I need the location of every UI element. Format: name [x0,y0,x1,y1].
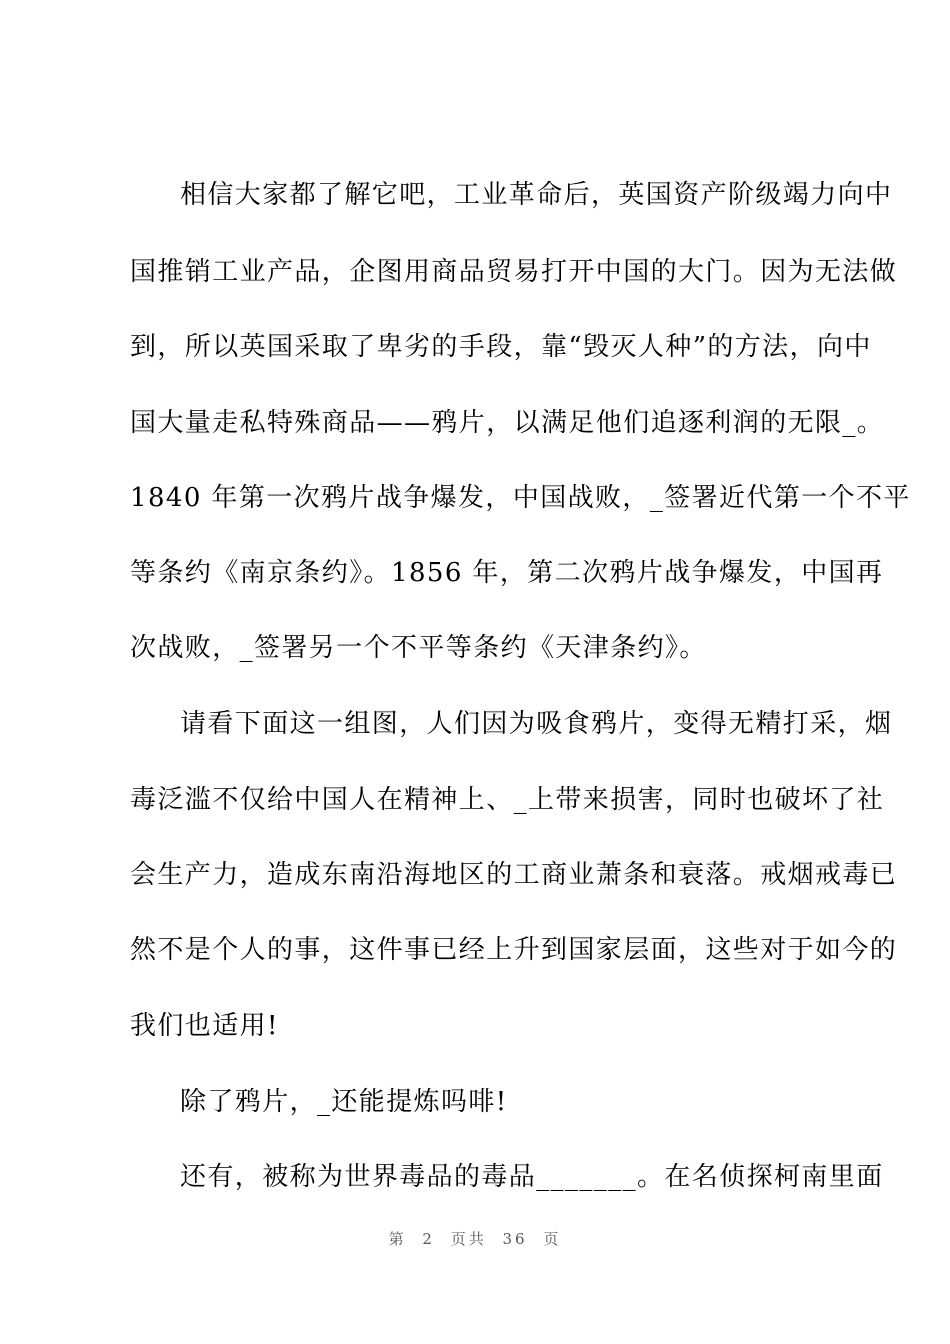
footer-suffix: 页 [543,1230,562,1248]
footer-middle: 页共 [450,1230,487,1248]
paragraph-line: 国大量走私特殊商品——鸦片，以满足他们追逐利润的无限_。 [130,408,885,438]
paragraph-line: 到，所以英国采取了卑劣的手段，靠“毁灭人种”的方法，向中 [130,332,872,362]
paragraph-line: 等条约《南京条约》。1856 年，第二次鸦片战争爆发，中国再 [130,558,884,588]
paragraph-line: 会生产力，造成东南沿海地区的工商业萧条和衰落。戒烟戒毒已 [130,860,898,890]
paragraph-line: 相信大家都了解它吧，工业革命后，英国资产阶级竭力向中 [180,180,893,210]
paragraph-line: 我们也适用! [130,1011,279,1041]
paragraph-line: 国推销工业产品，企图用商品贸易打开中国的大门。因为无法做 [130,257,898,287]
paragraph-line: 请看下面这一组图，人们因为吸食鸦片，变得无精打采，烟 [180,709,893,739]
paragraph-line: 除了鸦片，_还能提炼吗啡! [180,1087,508,1117]
paragraph-line: 还有，被称为世界毒品的毒品_______。在名侦探柯南里面 [180,1162,884,1192]
paragraph-line: 次战败，_签署另一个不平等条约《天津条约》。 [130,633,707,663]
paragraph-line: 然不是个人的事，这件事已经上升到国家层面，这些对于如今的 [130,935,898,965]
paragraph-line: 毒泛滥不仅给中国人在精神上、_上带来损害，同时也破坏了社 [130,785,885,815]
footer-page-number: 2 [422,1230,435,1248]
footer-prefix: 第 [388,1230,407,1248]
footer-total-pages: 36 [502,1230,528,1248]
paragraph-line: 1840 年第一次鸦片战争爆发，中国战败，_签署近代第一个不平 [130,483,911,513]
page-footer [0,1228,950,1249]
